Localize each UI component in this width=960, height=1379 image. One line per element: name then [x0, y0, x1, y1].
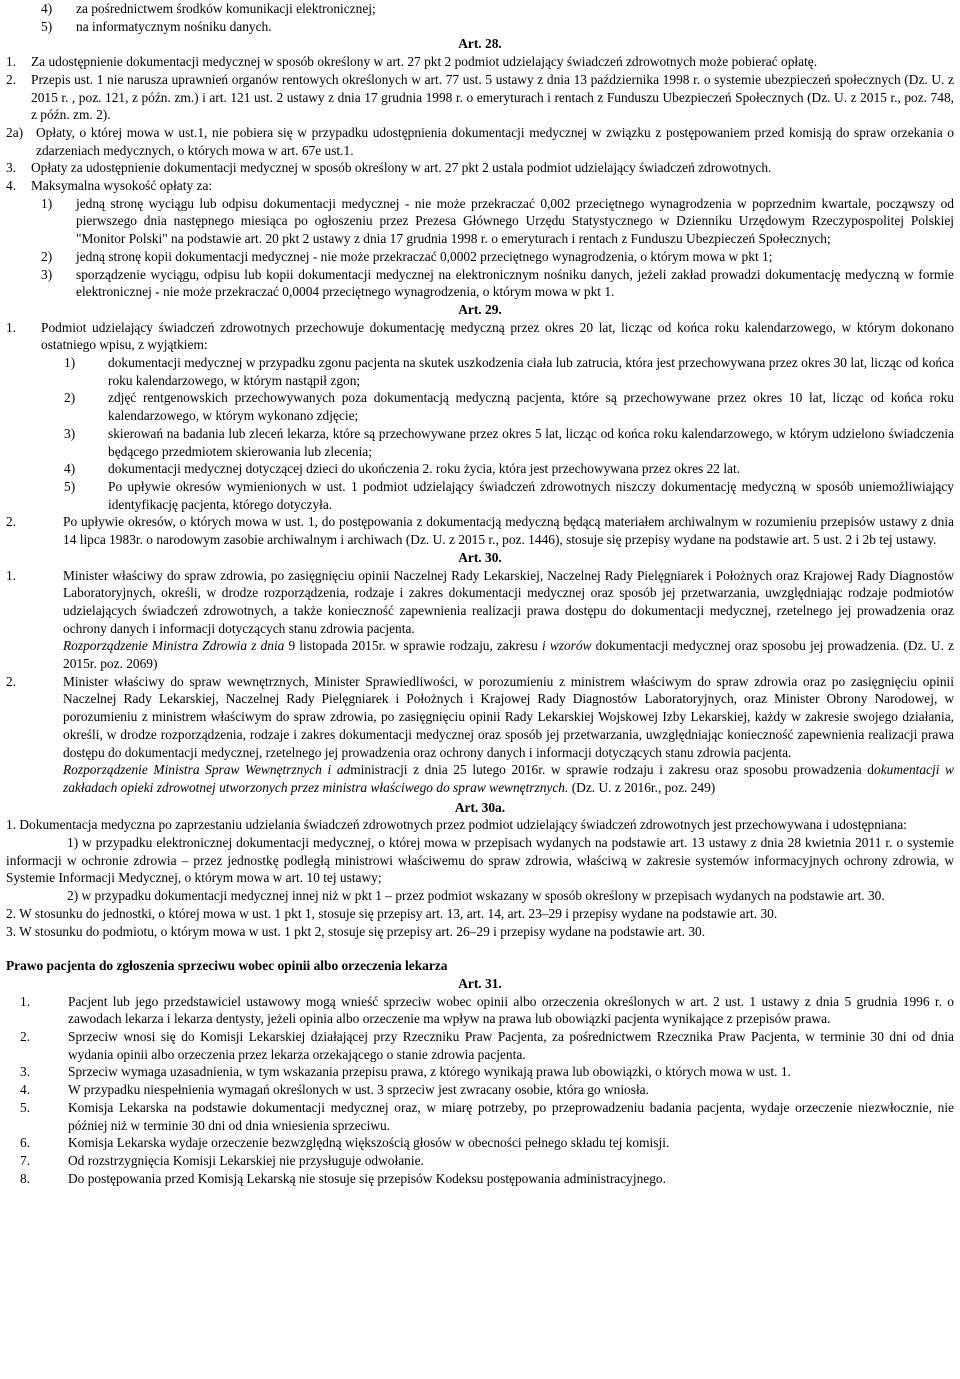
paragraph-text: Opłaty, o której mowa w ust.1, nie pobiera się w przypadku udostępnienia dokumentacji medycznej w związku z postępowaniem przed komisją do spraw orzekania o zdarzeniach medycznych, o których mowa w art. 67e ust.1.: [36, 124, 954, 158]
list-item: [6, 1170, 954, 1188]
note-italic: i wzorów: [541, 638, 592, 654]
paragraph: [6, 159, 954, 177]
list-item: [6, 1134, 954, 1152]
article-29-title: Art. 29.: [458, 301, 502, 317]
item-text: zdjęć rentgenowskich przechowywanych poza dokumentacją medyczną pacjenta, które są przechowywane przez okres 10 lat, licząc od końca roku kalendarzowego, w którym wykonano zdjęcie;: [108, 390, 954, 424]
note-italic: Rozporządzenie Ministra Spraw Wewnętrznych i ad: [63, 762, 351, 778]
list-item: [6, 195, 954, 248]
paragraph-number: 1.: [6, 319, 17, 335]
article-28-title: Art. 28.: [458, 36, 502, 52]
note-text: ministracji z dnia 25 lutego 2016r. w sprawie rodzaju i zakresu oraz sposobu prowadzenia d: [350, 762, 874, 778]
note-italic: Rozporządzenie Ministra Zdrowia z dnia: [63, 638, 285, 654]
article-31-title: Art. 31.: [458, 975, 502, 991]
item-number: 2): [64, 390, 76, 406]
item-text: W przypadku niespełnienia wymagań określonych w ust. 3 sprzeciw jest zwracany osobie, która go wniosła.: [68, 1082, 649, 1098]
paragraph-number: 2.: [6, 71, 17, 87]
item-number: 3): [41, 266, 53, 282]
item-text: na informatycznym nośniku danych.: [76, 18, 272, 34]
item-number: 5): [41, 18, 53, 34]
item-number: 4): [41, 1, 53, 16]
item-text: Pacjent lub jego przedstawiciel ustawowy mogą wnieść sprzeciw wobec opinii albo orzeczenia określonych w art. 2 ust. 1 ustawy z dnia 5 grudnia 1996 r. o zawodach lekarza i lekarza dentysty, jeżeli opinia albo orzeczenie ma wpływ na prawa lub obowiązki pacjenta wynikające z przepisów prawa.: [68, 993, 954, 1027]
list-item: [6, 1063, 954, 1081]
item-number: 2.: [20, 1029, 31, 1045]
paragraph-text: Maksymalna wysokość opłaty za:: [31, 178, 213, 194]
paragraph: [6, 513, 954, 548]
item-number: 7.: [20, 1153, 31, 1168]
list-item: [6, 248, 954, 266]
item-number: 3): [64, 425, 76, 441]
item-text: sporządzenie wyciągu, odpisu lub kopii dokumentacji medycznej na elektronicznym nośniku danych, jeżeli zakład prowadzi dokumentację medyczną w formie elektronicznej - nie może przekraczać 0,0004 przeciętnego wynagrodzenia, o którym mowa w pkt 1.: [76, 266, 954, 300]
paragraph-number: 2.: [6, 673, 17, 689]
paragraph: [6, 53, 954, 71]
paragraph-number: 2.: [6, 514, 17, 530]
list-item: [6, 993, 954, 1028]
note-italic: okumentacji w zakładach opieki zdrowotnej utworzonych przez ministra właściwego do spraw wewnętrznych.: [63, 762, 954, 795]
item-number: 4): [64, 461, 76, 477]
item-text: Od rozstrzygnięcia Komisji Lekarskiej nie przysługuje odwołanie.: [68, 1153, 424, 1168]
item-text: jedną stronę kopii dokumentacji medycznej - nie może przekraczać 0,0002 przeciętnego wynagrodzenia, o którym mowa w pkt 1;: [76, 248, 773, 264]
list-item: [6, 1028, 954, 1063]
list-item: 2) w przypadku dokumentacji medycznej innej niż w pkt 1 – przez podmiot wskazany w sposób określony w przepisach wydanych na podstawie art. 30.: [67, 888, 885, 904]
regulation-note: [6, 761, 954, 796]
item-text: dokumentacji medycznej dotyczącej dzieci do ukończenia 2. roku życia, która jest przechowywana przez okres 22 lat.: [108, 461, 741, 477]
note-text: (Dz. U. z 2016r., poz. 249): [568, 779, 716, 795]
paragraph: [6, 567, 954, 638]
item-number: 1.: [20, 993, 31, 1009]
paragraph: [6, 124, 954, 159]
item-number: 5.: [20, 1099, 31, 1115]
article-30a-title: Art. 30a.: [454, 799, 506, 815]
paragraph-text: Za udostępnienie dokumentacji medycznej w sposób określony w art. 27 pkt 2 podmiot udzielający świadczeń zdrowotnych może pobierać opłatę.: [31, 54, 818, 70]
paragraph: 2. W stosunku do jednostki, o której mowa w ust. 1 pkt 1, stosuje się przepisy art. 13, art. 14, art. 23–29 i przepisy wydane na podstawie art. 30.: [6, 905, 778, 921]
list-item: [6, 1099, 954, 1134]
list-item: [6, 18, 954, 36]
item-text: dokumentacji medycznej w przypadku zgonu pacjenta na skutek uszkodzenia ciała lub zatrucia, która jest przechowywana przez okres 30 lat, licząc od końca roku kalendarzowego, w którym nastąpił zgon;: [108, 355, 954, 388]
list-item: [6, 1152, 954, 1170]
item-number: 4.: [20, 1082, 31, 1098]
item-number: 5): [64, 478, 76, 494]
list-item: [6, 354, 954, 389]
item-text: Po upływie okresów wymienionych w ust. 1 podmiot udzielający świadczeń zdrowotnych niszczy dokumentację medyczną w sposób uniemożliwiający identyfikację pacjenta, którego dotyczyła.: [108, 478, 954, 512]
paragraph-number: 3.: [6, 160, 17, 176]
paragraph-text: Przepis ust. 1 nie narusza uprawnień organów rentowych określonych w art. 77 ust. 5 ustawy z dnia 13 października 1998 r. o systemie ubezpieczeń społecznych (Dz. U. z 2015 r. , poz. 121, z późn. zm.) i art. 121 ust. 2 ustawy z dnia 17 grudnia 1998 r. o emeryturach i rentach z Funduszu Ubezpieczeń Społecznych (Dz. U. z 2015 r., poz. 748, z późn. zm. 2).: [31, 71, 954, 123]
item-number: 1): [41, 195, 53, 211]
paragraph: 3. W stosunku do podmiotu, o którym mowa w ust. 1 pkt 2, stosuje się przepisy art. 26–29 i przepisy wydane na podstawie art. 30.: [6, 923, 706, 939]
paragraph-text: Minister właściwy do spraw zdrowia, po zasięgnięciu opinii Naczelnej Rady Lekarskiej, Naczelnej Rady Pielęgniarek i Położnych oraz Krajowej Rady Diagnostów Laboratoryjnych, określi, w drodze rozporządzenia, rodzaje i zakres dokumentacji medycznej oraz sposób jej przetwarzania, uwzględniając rodzaje podmiotów udzielających świadczeń zdrowotnych, a także konieczność zapewnienia realizacji prawa dostępu do dokumentacji medycznej, rzetelnego jej prowadzenia oraz ochrony danych i informacji dotyczących stanu zdrowia pacjenta.: [63, 567, 954, 636]
item-number: 2): [41, 248, 53, 264]
paragraph: [6, 71, 954, 124]
paragraph-text: Minister właściwy do spraw wewnętrznych, Minister Sprawiedliwości, w porozumieniu z ministrem właściwym do spraw zdrowia oraz po zasięgnięciu opinii Naczelnej Rady Lekarskiej, Naczelnej Rady Pielęgniarek i Położnych i Krajowej Rady Diagnostów Laboratoryjnych, oraz Minister Obrony Narodowej, w porozumieniu z ministrem właściwym do spraw zdrowia, po zasięgnięciu opinii Rady Lekarskiej Wojskowej Izby Lekarskiej, każdy w zakresie swojego działania, określi, w drodze rozporządzenia, rodzaje i zakres dokumentacji medycznej oraz sposób jej przetwarzania, uwzględniając konieczność zapewnienia realizacji prawa dostępu do dokumentacji medycznej, rzetelnego jej prowadzenia oraz ochrony danych i informacji dotyczących stanu zdrowia pacjenta.: [63, 673, 954, 760]
item-text: skierowań na badania lub zleceń lekarza, które są przechowywane przez okres 5 lat, licząc od końca roku kalendarzowego, w którym udzielono świadczenia będącego przedmiotem skierowania lub zlecenia;: [108, 425, 954, 459]
item-number: 8.: [20, 1170, 31, 1186]
paragraph-number: 1.: [6, 567, 17, 583]
paragraph-text: Po upływie okresów, o których mowa w ust. 1, do postępowania z dokumentacją medyczną będącą materiałem archiwalnym w rozumieniu przepisów ustawy z dnia 14 lipca 1983r. o narodowym zasobie archiwalnym i archiwach (Dz. U. z 2015 r., poz. 1446), stosuje się przepisy wydane na podstawie art. 5 ust. 2 i 2b tej ustawy.: [63, 514, 954, 548]
paragraph: [6, 673, 954, 762]
list-item: [6, 266, 954, 301]
note-text: 9 listopada 2015r. w sprawie rodzaju, zakresu: [284, 638, 542, 654]
item-number: 6.: [20, 1135, 31, 1151]
list-item: [6, 389, 954, 424]
note-text: dokumentacji medycznej oraz sposobu jej prowadzenia. (Dz. U. z 2015r. poz. 2069): [63, 638, 955, 672]
item-text: Sprzeciw wymaga uzasadnienia, w tym wskazania przepisu prawa, z którego wynikają prawa lub obowiązki, o których mowa w ust. 1.: [68, 1064, 791, 1080]
paragraph-number: 2a): [6, 124, 24, 140]
paragraph: [6, 177, 954, 195]
item-number: 1): [64, 355, 76, 371]
regulation-note: [6, 637, 954, 672]
paragraph-number: 1.: [6, 54, 17, 70]
paragraph-text: Podmiot udzielający świadczeń zdrowotnych przechowuje dokumentację medyczną przez okres 20 lat, licząc od końca roku kalendarzowego, w którym dokonano ostatniego wpisu, z wyjątkiem:: [41, 319, 954, 353]
item-text: Komisja Lekarska wydaje orzeczenie bezwzględną większością głosów w obecności pełnego składu tej komisji.: [68, 1135, 670, 1151]
paragraph: [6, 319, 954, 354]
list-item: [6, 478, 954, 513]
item-text: za pośrednictwem środków komunikacji elektronicznej;: [76, 1, 376, 16]
item-number: 3.: [20, 1064, 31, 1080]
item-text: Komisja Lekarska na podstawie dokumentacji medycznej oraz, w miarę potrzeby, po przeprowadzeniu badania pacjenta, wydaje orzeczenie niezwłocznie, nie później niż w terminie 30 dni od dnia wniesienia sprzeciwu.: [68, 1099, 954, 1133]
paragraph-number: 4.: [6, 178, 17, 194]
paragraph-text: Opłaty za udostępnienie dokumentacji medycznej w sposób określony w art. 27 pkt 2 ustala podmiot udzielający świadczeń zdrowotnych.: [31, 160, 772, 176]
list-item: [6, 425, 954, 460]
article-30-title: Art. 30.: [458, 549, 502, 565]
list-item: [6, 460, 954, 478]
item-text: Sprzeciw wnosi się do Komisji Lekarskiej działającej przy Rzeczniku Praw Pacjenta, za pośrednictwem Rzecznika Praw Pacjenta, w terminie 30 dni od dnia wydania opinii albo orzeczenia przez lekarza orzekającego o stanie zdrowia pacjenta.: [68, 1029, 954, 1062]
list-item: 1) w przypadku elektronicznej dokumentacji medycznej, o której mowa w przepisach wydanych na podstawie art. 13 ustawy z dnia 28 kwietnia 2011 r. o systemie informacji w ochronie zdrowia – przez jednostkę podległą ministrowi właściwemu do spraw zdrowia, właściwą w zakresie systemów informacyjnych ochrony zdrowia, w Systemie Informacji Medycznej, o którym mowa w art. 10 tej ustawy;: [6, 835, 954, 886]
section-title: Prawo pacjenta do zgłoszenia sprzeciwu wobec opinii albo orzeczenia lekarza: [6, 958, 448, 974]
list-item: [6, 0, 954, 18]
paragraph: 1. Dokumentacja medyczna po zaprzestaniu udzielania świadczeń zdrowotnych przez podmiot udzielający świadczeń zdrowotnych jest przechowywana i udostępniana:: [6, 817, 907, 833]
list-item: [6, 1081, 954, 1099]
item-text: jedną stronę wyciągu lub odpisu dokumentacji medycznej - nie może przekraczać 0,002 przeciętnego wynagrodzenia w poprzednim kwartale, począwszy od pierwszego dnia następnego miesiąca po ogłoszeniu przez Prezesa Głównego Urzędu Statystycznego w Dzienniku Urzędowym Rzeczypospolitej Polskiej "Monitor Polski" na podstawie art. 20 pkt 2 ustawy z dnia 17 grudnia 1998 r. o emeryturach i rentach z Funduszu Ubezpieczeń Społecznych;: [76, 195, 954, 247]
item-text: Do postępowania przed Komisją Lekarską nie stosuje się przepisów Kodeksu postępowania administracyjnego.: [68, 1170, 666, 1186]
